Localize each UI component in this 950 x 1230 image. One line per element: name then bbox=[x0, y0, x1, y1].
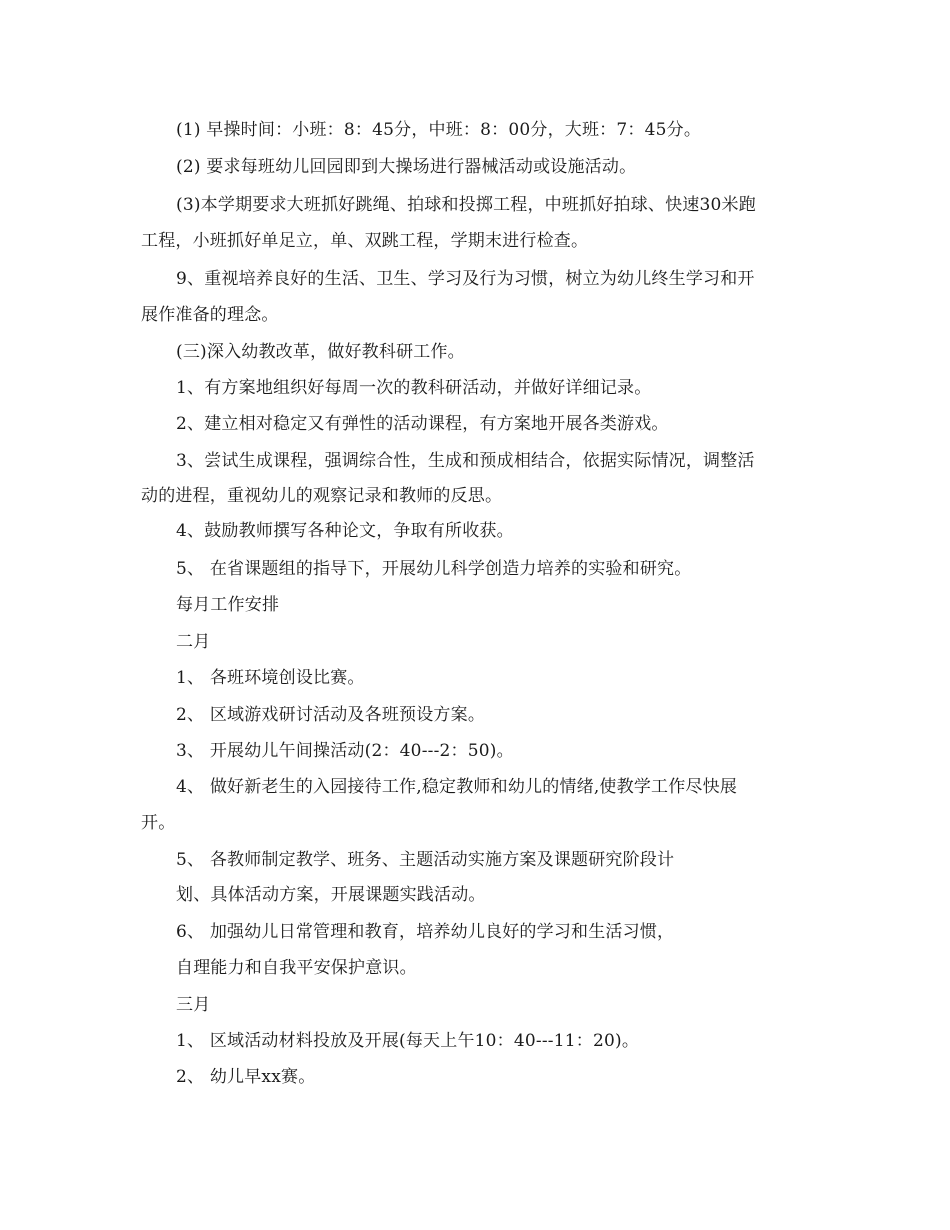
text-line: 3、尝试生成课程，强调综合性，生成和预成相结合，依据实际情况，调整活 bbox=[176, 451, 755, 471]
text-line: 2、 区域游戏研讨活动及各班预设方案。 bbox=[176, 705, 486, 725]
text-line: 9、重视培养良好的生活、卫生、学习及行为习惯，树立为幼儿终生学习和开 bbox=[176, 269, 755, 289]
text-line: 1、 区域活动材料投放及开展(每天上午10：40---11：20)。 bbox=[176, 1031, 640, 1051]
text-line: 2、 幼儿早xx赛。 bbox=[176, 1067, 316, 1087]
text-line: 1、有方案地组织好每周一次的教科研活动，并做好详细记录。 bbox=[176, 378, 652, 398]
text-line: 开。 bbox=[141, 813, 176, 833]
text-line: 展作准备的理念。 bbox=[141, 305, 279, 325]
text-line: 动的进程，重视幼儿的观察记录和教师的反思。 bbox=[141, 486, 503, 506]
text-line: 1、 各班环境创设比赛。 bbox=[176, 668, 365, 688]
text-line: 5、 在省课题组的指导下，开展幼儿科学创造力培养的实验和研究。 bbox=[176, 559, 692, 579]
text-line: 2、建立相对稳定又有弹性的活动课程，有方案地开展各类游戏。 bbox=[176, 414, 669, 434]
month-heading: 三月 bbox=[176, 995, 211, 1015]
text-line: 工程，小班抓好单足立，单、双跳工程，学期末进行检查。 bbox=[141, 231, 589, 251]
text-line: 5、 各教师制定教学、班务、主题活动实施方案及课题研究阶段计 bbox=[176, 850, 675, 870]
text-line: (2) 要求每班幼儿回园即到大操场进行器械活动或设施活动。 bbox=[176, 157, 637, 177]
section-heading: 每月工作安排 bbox=[176, 595, 280, 615]
month-heading: 二月 bbox=[176, 632, 211, 652]
text-line: (三)深入幼教改革，做好教科研工作。 bbox=[176, 342, 465, 362]
text-line: (1) 早操时间：小班：8：45分，中班：8：00分，大班：7：45分。 bbox=[176, 120, 702, 140]
text-line: (3)本学期要求大班抓好跳绳、拍球和投掷工程，中班抓好拍球、快速30米跑 bbox=[176, 195, 756, 215]
text-line: 6、 加强幼儿日常管理和教育，培养幼儿良好的学习和生活习惯， bbox=[176, 922, 675, 942]
text-line: 4、鼓励教师撰写各种论文，争取有所收获。 bbox=[176, 521, 514, 541]
text-line: 3、 开展幼儿午间操活动(2：40---2：50)。 bbox=[176, 741, 514, 761]
text-line: 自理能力和自我平安保护意识。 bbox=[176, 958, 417, 978]
text-line: 4、 做好新老生的入园接待工作,稳定教师和幼儿的情绪,使教学工作尽快展 bbox=[176, 777, 738, 797]
text-line: 划、具体活动方案，开展课题实践活动。 bbox=[176, 885, 486, 905]
